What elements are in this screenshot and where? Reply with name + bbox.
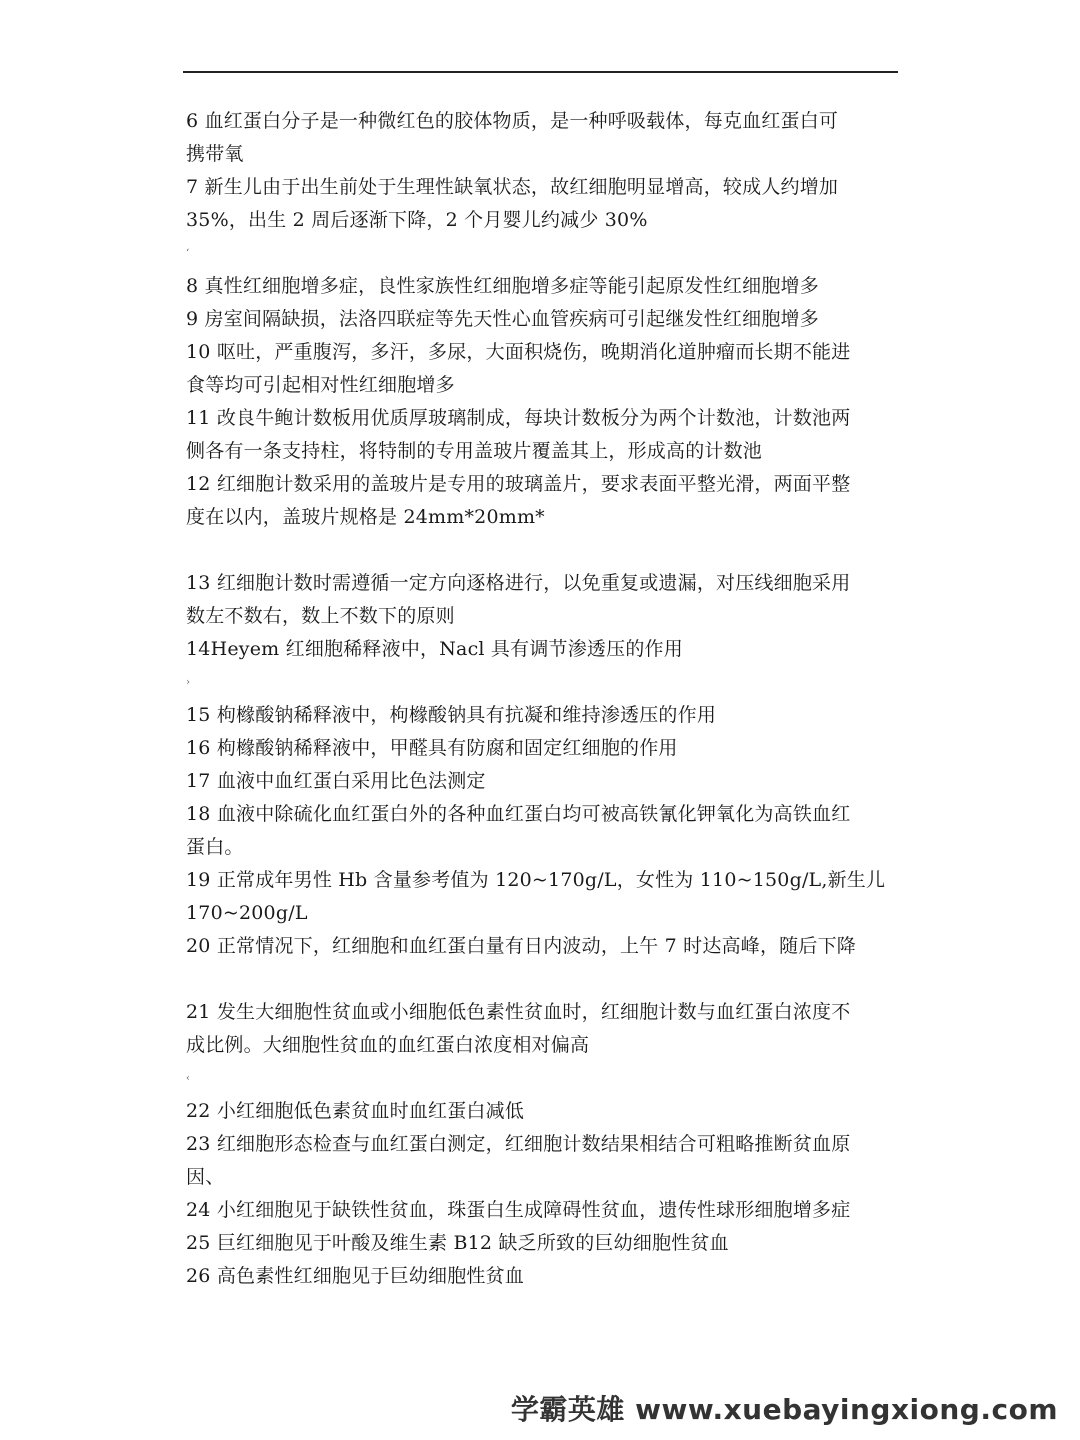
item-15	[186, 699, 898, 732]
item-19-line-2: 170~200g/L	[186, 902, 308, 924]
item-18-line-1: 18 血液中除硫化血红蛋白外的各种血红蛋白均可被高铁氰化钾氧化为高铁血红	[186, 803, 851, 825]
item-24-line-1: 24 小红细胞见于缺铁性贫血，珠蛋白生成障碍性贫血，遗传性球形细胞增多症	[186, 1199, 851, 1221]
item-22-line-1: 22 小红细胞低色素贫血时血红蛋白减低	[186, 1100, 525, 1122]
item-6-line-1: 6 血红蛋白分子是一种微红色的胶体物质，是一种呼吸载体，每克血红蛋白可	[186, 110, 839, 132]
item-13-line-2: 数左不数右，数上不数下的原则	[186, 605, 455, 627]
item-12	[186, 468, 898, 534]
item-25	[186, 1227, 898, 1260]
item-16	[186, 732, 898, 765]
item-14-line-1: 14Heyem 红细胞稀释液中，Nacl 具有调节渗透压的作用	[186, 638, 683, 660]
item-7-line-2: 35%，出生 2 周后逐渐下降，2 个月婴儿约减少 30%	[186, 209, 648, 231]
item-26-line-1: 26 高色素性红细胞见于巨幼细胞性贫血	[186, 1265, 525, 1287]
item-6-line-2: 携带氧	[186, 143, 244, 165]
blank-line	[186, 963, 898, 996]
item-22	[186, 1095, 898, 1128]
item-23	[186, 1128, 898, 1194]
item-23-line-2: 因、	[186, 1166, 225, 1188]
item-11-line-1: 11 改良牛鲍计数板用优质厚玻璃制成，每块计数板分为两个计数池，计数池两	[186, 407, 851, 429]
item-9	[186, 303, 898, 336]
item-16-line-1: 16 枸橼酸钠稀释液中，甲醛具有防腐和固定红细胞的作用	[186, 737, 678, 759]
stray-mark-2: ›	[186, 677, 191, 688]
item-13	[186, 567, 898, 633]
item-12-line-2: 度在以内，盖玻片规格是 24mm*20mm*	[186, 506, 545, 528]
item-20-line-1: 20 正常情况下，红细胞和血红蛋白量有日内波动，上午 7 时达高峰，随后下降	[186, 935, 856, 957]
item-14	[186, 633, 898, 666]
blank-line	[186, 534, 898, 567]
item-11-line-2: 侧各有一条支持柱，将特制的专用盖玻片覆盖其上，形成高的计数池	[186, 440, 763, 462]
item-21-line-2: 成比例。大细胞性贫血的血红蛋白浓度相对偏高	[186, 1034, 590, 1056]
item-18-line-2: 蛋白。	[186, 836, 244, 858]
item-11	[186, 402, 898, 468]
item-15-line-1: 15 枸橼酸钠稀释液中，枸橼酸钠具有抗凝和维持渗透压的作用	[186, 704, 717, 726]
item-6	[186, 105, 898, 171]
item-10-line-1: 10 呕吐，严重腹泻，多汗，多尿，大面积烧伤，晚期消化道肿瘤而长期不能进	[186, 341, 851, 363]
item-24	[186, 1194, 898, 1227]
header-rule	[183, 71, 898, 73]
item-7	[186, 171, 898, 237]
item-8	[186, 270, 898, 303]
item-13-line-1: 13 红细胞计数时需遵循一定方向逐格进行，以免重复或遗漏，对压线细胞采用	[186, 572, 851, 594]
item-21-line-1: 21 发生大细胞性贫血或小细胞低色素性贫血时，红细胞计数与血红蛋白浓度不	[186, 1001, 851, 1023]
item-21	[186, 996, 898, 1062]
item-19	[186, 864, 898, 930]
item-23-line-1: 23 红细胞形态检查与血红蛋白测定，红细胞计数结果相结合可粗略推断贫血原	[186, 1133, 851, 1155]
item-20	[186, 930, 898, 963]
stray-mark-1: ‘	[186, 248, 190, 259]
item-7-line-1: 7 新生儿由于出生前处于生理性缺氧状态，故红细胞明显增高，较成人约增加	[186, 176, 839, 198]
item-26	[186, 1260, 898, 1293]
document-body	[186, 105, 898, 1293]
item-18	[186, 798, 898, 864]
item-10-line-2: 食等均可引起相对性红细胞增多	[186, 374, 455, 396]
item-17	[186, 765, 898, 798]
item-17-line-1: 17 血液中血红蛋白采用比色法测定	[186, 770, 486, 792]
item-12-line-1: 12 红细胞计数采用的盖玻片是专用的玻璃盖片，要求表面平整光滑，两面平整	[186, 473, 851, 495]
item-19-line-1: 19 正常成年男性 Hb 含量参考值为 120~170g/L，女性为 110~150g/L,新生儿	[186, 869, 886, 891]
item-9-line-1: 9 房室间隔缺损，法洛四联症等先天性心血管疾病可引起继发性红细胞增多	[186, 308, 819, 330]
item-8-line-1: 8 真性红细胞增多症，良性家族性红细胞增多症等能引起原发性红细胞增多	[186, 275, 819, 297]
item-25-line-1: 25 巨红细胞见于叶酸及维生素 B12 缺乏所致的巨幼细胞性贫血	[186, 1232, 729, 1254]
stray-mark-3: ‹	[186, 1073, 191, 1084]
footer-watermark: 学霸英雄 www.xuebayingxiong.com	[510, 1393, 1058, 1426]
item-10	[186, 336, 898, 402]
